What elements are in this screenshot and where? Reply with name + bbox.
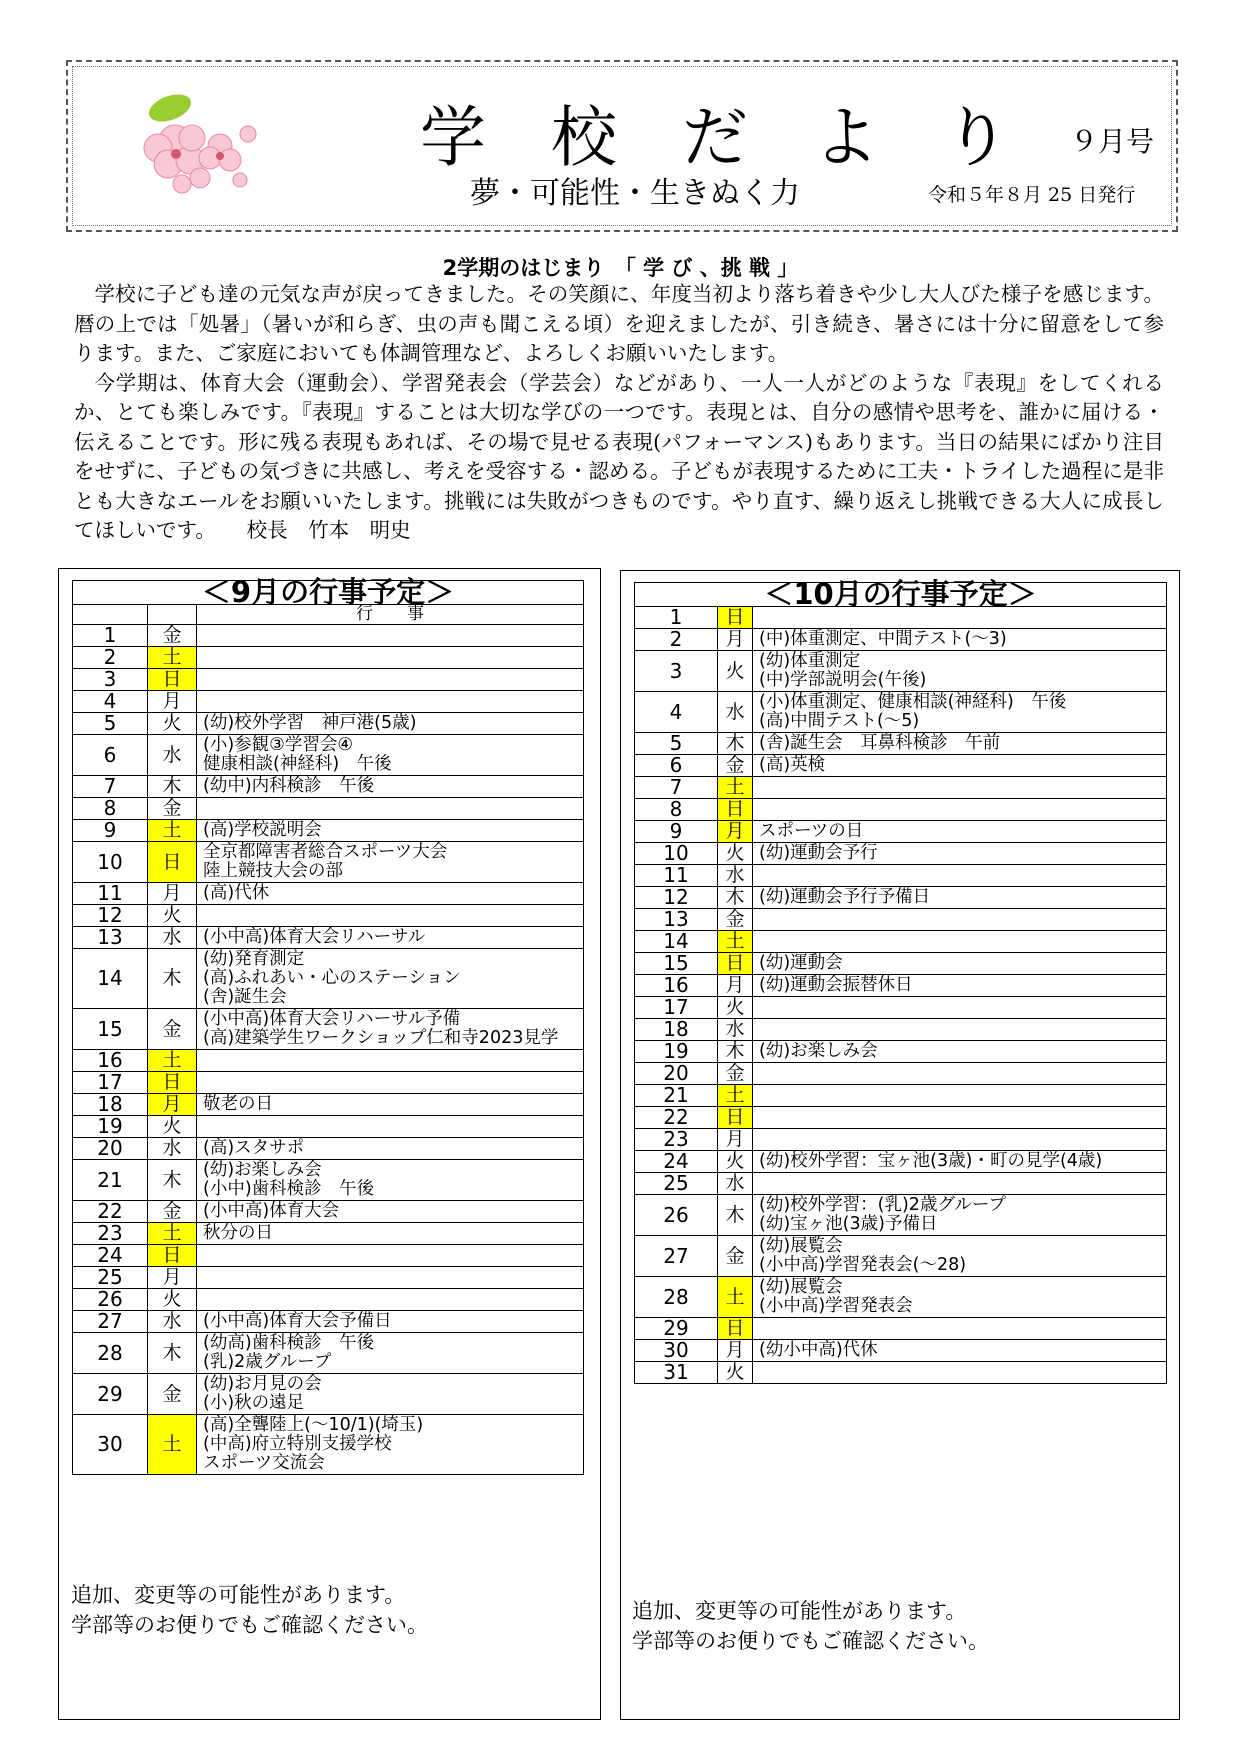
schedule-row xyxy=(73,949,584,1009)
day-number: 15 xyxy=(635,953,718,975)
day-of-week: 日 xyxy=(148,669,197,691)
schedule-row xyxy=(635,997,1167,1019)
event-text: (小中高)体育大会リハーサル予備 (高)建築学生ワークショップ仁和寺2023見学 xyxy=(197,1009,584,1050)
event-text xyxy=(197,1050,584,1072)
schedule-row xyxy=(73,883,584,905)
schedule-row xyxy=(635,1063,1167,1085)
day-of-week: 水 xyxy=(718,865,753,887)
day-number: 9 xyxy=(635,821,718,843)
note-line-2: 学部等のお便りでもご確認ください。 xyxy=(632,1629,989,1653)
schedule-row xyxy=(73,1267,584,1289)
day-number: 26 xyxy=(635,1195,718,1236)
day-of-week: 金 xyxy=(148,625,197,647)
event-text: 全京都障害者総合スポーツ大会 陸上競技大会の部 xyxy=(197,842,584,883)
september-note xyxy=(71,1580,428,1640)
newsletter-title: 学 校 だ よ り xyxy=(420,99,1032,176)
message-paragraph-2: 今学期は、体育大会（運動会）、学習発表会（学芸会）などがあり、一人一人がどのような『表現』をしてくれるか、とても楽しみです。『表現』することは大切な学びの一つです。表現とは、自分の感情や思考を、誰かに届ける・伝えることです。形に残る表現もあれば、その場で見せる表現(パフォーマンス)もあります。当日の結果にばかり注目をせずに、子どもの気づきに共感し、考えを受容する・認める。子どもが表現するために工夫・トライした過程に是非とも大きなエールをお願いいたします。挑戦には失敗がつきものです。やり直す、繰り返えし挑戦できる大人に成長してほしいです。 校長 竹本 明史 xyxy=(74,370,1164,542)
day-of-week: 土 xyxy=(718,777,753,799)
schedule-row xyxy=(73,1374,584,1415)
event-text: (幼)運動会予行 xyxy=(753,843,1167,865)
event-text: (幼)校外学習 神戸港(5歳) xyxy=(197,713,584,735)
schedule-row xyxy=(635,651,1167,692)
day-number: 9 xyxy=(73,820,148,842)
event-text: (高)学校説明会 xyxy=(197,820,584,842)
schedule-row xyxy=(635,953,1167,975)
message-paragraph-1: 学校に子ども達の元気な声が戻ってきました。その笑顔に、年度当初より落ち着きや少し大人びた様子を感じます。暦の上では「処暑」（暑いが和らぎ、虫の声も聞こえる頃）を迎えましたが、引き続き、暑さには十分に留意をして参ります。また、ご家庭においても体調管理など、よろしくお願いいたします。 xyxy=(74,282,1164,365)
event-text xyxy=(753,931,1167,953)
schedule-row xyxy=(635,1019,1167,1041)
schedule-row xyxy=(635,1129,1167,1151)
day-number: 29 xyxy=(73,1374,148,1415)
event-text xyxy=(197,1245,584,1267)
day-number: 26 xyxy=(73,1289,148,1311)
day-of-week: 水 xyxy=(148,1311,197,1333)
event-text xyxy=(753,1129,1167,1151)
day-number: 5 xyxy=(635,733,718,755)
note-line-1: 追加、変更等の可能性があります。 xyxy=(71,1583,406,1607)
day-of-week: 火 xyxy=(718,651,753,692)
october-schedule-table xyxy=(634,577,1167,1384)
day-number: 7 xyxy=(73,776,148,798)
day-number: 1 xyxy=(635,607,718,629)
schedule-row xyxy=(635,843,1167,865)
day-of-week: 金 xyxy=(718,1063,753,1085)
schedule-row xyxy=(73,1311,584,1333)
day-number: 25 xyxy=(635,1173,718,1195)
events-column-header: 行 事 xyxy=(197,605,584,625)
event-text: (幼小中高)代休 xyxy=(753,1340,1167,1362)
day-number: 20 xyxy=(635,1063,718,1085)
event-text: (高)スタサポ xyxy=(197,1138,584,1160)
day-number: 14 xyxy=(73,949,148,1009)
day-of-week: 火 xyxy=(718,997,753,1019)
day-of-week: 木 xyxy=(148,949,197,1009)
event-text: (高)英検 xyxy=(753,755,1167,777)
schedule-row xyxy=(635,909,1167,931)
event-text xyxy=(197,625,584,647)
day-of-week: 月 xyxy=(718,975,753,997)
day-number: 8 xyxy=(73,798,148,820)
day-of-week: 木 xyxy=(718,733,753,755)
day-number: 20 xyxy=(73,1138,148,1160)
day-number: 30 xyxy=(635,1340,718,1362)
event-text: (幼高)歯科検診 午後 (乳)2歳グループ xyxy=(197,1333,584,1374)
event-text xyxy=(197,1267,584,1289)
day-number: 8 xyxy=(635,799,718,821)
day-number: 21 xyxy=(73,1160,148,1201)
event-text: スポーツの日 xyxy=(753,821,1167,843)
day-number: 10 xyxy=(635,843,718,865)
event-text xyxy=(197,798,584,820)
event-text: (舎)誕生会 耳鼻科検診 午前 xyxy=(753,733,1167,755)
day-of-week: 火 xyxy=(718,843,753,865)
day-number: 29 xyxy=(635,1318,718,1340)
schedule-row xyxy=(635,1318,1167,1340)
publish-date: 令和５年８月 25 日発行 xyxy=(928,184,1136,206)
day-of-week: 水 xyxy=(718,1173,753,1195)
schedule-row xyxy=(73,1094,584,1116)
event-text xyxy=(753,1107,1167,1129)
schedule-row xyxy=(73,1160,584,1201)
schedule-row xyxy=(73,691,584,713)
day-number: 25 xyxy=(73,1267,148,1289)
day-number: 16 xyxy=(73,1050,148,1072)
schedule-row xyxy=(73,1072,584,1094)
day-of-week: 火 xyxy=(148,905,197,927)
schedule-row xyxy=(73,1245,584,1267)
day-number: 19 xyxy=(635,1041,718,1063)
day-of-week: 土 xyxy=(148,1050,197,1072)
schedule-row xyxy=(635,1107,1167,1129)
day-number: 11 xyxy=(635,865,718,887)
event-text xyxy=(197,1072,584,1094)
schedule-row xyxy=(73,1333,584,1374)
schedule-row xyxy=(73,713,584,735)
day-number: 10 xyxy=(73,842,148,883)
day-number: 3 xyxy=(73,669,148,691)
event-text xyxy=(753,1019,1167,1041)
event-text: (幼)校外学習：(乳)2歳グループ (幼)宝ヶ池(3歳)予備日 xyxy=(753,1195,1167,1236)
principal-message xyxy=(74,280,1164,546)
schedule-row xyxy=(635,755,1167,777)
day-of-week: 木 xyxy=(148,1333,197,1374)
event-text xyxy=(197,669,584,691)
day-number: 6 xyxy=(635,755,718,777)
event-text xyxy=(197,647,584,669)
schedule-row xyxy=(635,692,1167,733)
day-number: 12 xyxy=(635,887,718,909)
event-text: (幼)体重測定 (中)学部説明会(午後) xyxy=(753,651,1167,692)
event-text: (幼中)内科検診 午後 xyxy=(197,776,584,798)
day-number: 17 xyxy=(73,1072,148,1094)
day-of-week: 土 xyxy=(148,1223,197,1245)
event-text: (小)参観③学習会④ 健康相談(神経科) 午後 xyxy=(197,735,584,776)
school-motto: 夢・可能性・生きぬく力 xyxy=(470,176,800,211)
event-text xyxy=(197,1116,584,1138)
event-text xyxy=(753,1318,1167,1340)
schedule-row xyxy=(635,1277,1167,1318)
day-of-week: 金 xyxy=(148,1374,197,1415)
day-number: 11 xyxy=(73,883,148,905)
issue-label: ９月号 xyxy=(1070,125,1155,158)
day-number: 22 xyxy=(73,1201,148,1223)
september-schedule-table xyxy=(72,575,584,1475)
day-number: 1 xyxy=(73,625,148,647)
day-of-week: 月 xyxy=(718,1129,753,1151)
schedule-row xyxy=(73,1201,584,1223)
day-number: 2 xyxy=(73,647,148,669)
event-text xyxy=(197,1289,584,1311)
day-of-week: 月 xyxy=(718,629,753,651)
day-number: 15 xyxy=(73,1009,148,1050)
day-of-week: 水 xyxy=(718,1019,753,1041)
day-of-week: 水 xyxy=(148,1138,197,1160)
day-of-week: 日 xyxy=(718,1318,753,1340)
schedule-row xyxy=(635,975,1167,997)
day-of-week: 金 xyxy=(148,1201,197,1223)
schedule-row xyxy=(73,647,584,669)
day-of-week: 日 xyxy=(718,607,753,629)
day-of-week: 木 xyxy=(718,1041,753,1063)
schedule-row xyxy=(73,735,584,776)
event-text xyxy=(753,909,1167,931)
day-of-week: 土 xyxy=(718,1277,753,1318)
day-of-week: 金 xyxy=(718,909,753,931)
event-text: (小中高)体育大会 xyxy=(197,1201,584,1223)
day-of-week: 水 xyxy=(148,927,197,949)
october-note xyxy=(632,1596,989,1656)
day-of-week: 火 xyxy=(148,1289,197,1311)
day-of-week: 月 xyxy=(718,1340,753,1362)
day-of-week: 月 xyxy=(148,1094,197,1116)
day-of-week: 日 xyxy=(148,1245,197,1267)
event-text: (幼)校外学習：宝ヶ池(3歳)・町の見学(4歳) xyxy=(753,1151,1167,1173)
event-text: (小中高)体育大会予備日 xyxy=(197,1311,584,1333)
day-of-week: 木 xyxy=(148,776,197,798)
event-text: 秋分の日 xyxy=(197,1223,584,1245)
day-of-week: 月 xyxy=(148,691,197,713)
day-number: 28 xyxy=(635,1277,718,1318)
day-number: 13 xyxy=(73,927,148,949)
event-text: (幼)発育測定 (高)ふれあい・心のステーション (舎)誕生会 xyxy=(197,949,584,1009)
day-number: 14 xyxy=(635,931,718,953)
event-text: (幼)お楽しみ会 (小中)歯科検診 午後 xyxy=(197,1160,584,1201)
day-of-week: 金 xyxy=(148,798,197,820)
schedule-row xyxy=(73,1289,584,1311)
day-of-week: 日 xyxy=(148,1072,197,1094)
september-caption: ＜9月の行事予定＞ xyxy=(73,581,584,605)
schedule-row xyxy=(73,776,584,798)
day-number: 27 xyxy=(635,1236,718,1277)
day-of-week: 日 xyxy=(718,799,753,821)
schedule-row xyxy=(635,1195,1167,1236)
event-text: (幼)お月見の会 (小)秋の遠足 xyxy=(197,1374,584,1415)
event-text xyxy=(753,997,1167,1019)
day-of-week: 火 xyxy=(718,1362,753,1384)
day-of-week: 土 xyxy=(148,820,197,842)
day-of-week: 日 xyxy=(718,953,753,975)
day-of-week: 火 xyxy=(148,713,197,735)
schedule-row xyxy=(635,887,1167,909)
day-number: 21 xyxy=(635,1085,718,1107)
schedule-row xyxy=(73,1223,584,1245)
day-of-week: 木 xyxy=(718,887,753,909)
day-number: 7 xyxy=(635,777,718,799)
schedule-row xyxy=(635,1173,1167,1195)
day-number: 19 xyxy=(73,1116,148,1138)
day-of-week: 土 xyxy=(718,931,753,953)
day-number: 2 xyxy=(635,629,718,651)
note-line-1: 追加、変更等の可能性があります。 xyxy=(632,1599,967,1623)
schedule-row xyxy=(73,798,584,820)
cherry-blossom-icon xyxy=(130,86,270,196)
event-text: (幼)展覧会 (小中高)学習発表会 xyxy=(753,1277,1167,1318)
event-text: 敬老の日 xyxy=(197,1094,584,1116)
event-text xyxy=(753,1085,1167,1107)
schedule-row xyxy=(73,1050,584,1072)
event-text xyxy=(753,1362,1167,1384)
event-text: (幼)運動会予行予備日 xyxy=(753,887,1167,909)
schedule-row xyxy=(635,1236,1167,1277)
day-number: 5 xyxy=(73,713,148,735)
schedule-row xyxy=(635,733,1167,755)
event-text: (小中高)体育大会リハーサル xyxy=(197,927,584,949)
day-of-week: 金 xyxy=(148,1009,197,1050)
schedule-row xyxy=(73,927,584,949)
day-of-week: 月 xyxy=(148,1267,197,1289)
schedule-row xyxy=(73,1415,584,1475)
event-text: (高)代休 xyxy=(197,883,584,905)
schedule-row xyxy=(73,905,584,927)
day-number: 27 xyxy=(73,1311,148,1333)
event-text xyxy=(753,865,1167,887)
schedule-row xyxy=(73,820,584,842)
schedule-row xyxy=(635,1151,1167,1173)
schedule-row xyxy=(635,1085,1167,1107)
day-of-week: 日 xyxy=(148,842,197,883)
day-number: 4 xyxy=(73,691,148,713)
day-of-week: 土 xyxy=(148,1415,197,1475)
day-of-week: 水 xyxy=(718,692,753,733)
schedule-row xyxy=(73,842,584,883)
schedule-row xyxy=(73,669,584,691)
note-line-2: 学部等のお便りでもご確認ください。 xyxy=(71,1613,428,1637)
event-text: (幼)お楽しみ会 xyxy=(753,1041,1167,1063)
day-of-week: 月 xyxy=(718,821,753,843)
schedule-row xyxy=(635,1340,1167,1362)
schedule-row xyxy=(635,799,1167,821)
day-number: 23 xyxy=(635,1129,718,1151)
day-number: 18 xyxy=(635,1019,718,1041)
day-number: 18 xyxy=(73,1094,148,1116)
schedule-row xyxy=(635,777,1167,799)
schedule-row xyxy=(635,1362,1167,1384)
event-text: (小)体重測定、健康相談(神経科) 午後 (高)中間テスト(～5) xyxy=(753,692,1167,733)
day-number: 6 xyxy=(73,735,148,776)
intro-heading: 2学期のはじまり 「 学 び 、挑 戦 」 xyxy=(442,256,799,280)
event-text xyxy=(753,777,1167,799)
october-caption: ＜10月の行事予定＞ xyxy=(635,583,1167,607)
event-text: (中)体重測定、中間テスト(～3) xyxy=(753,629,1167,651)
event-text: (幼)運動会 xyxy=(753,953,1167,975)
event-text xyxy=(753,1173,1167,1195)
day-of-week: 月 xyxy=(148,883,197,905)
schedule-row xyxy=(73,1009,584,1050)
day-of-week: 金 xyxy=(718,1236,753,1277)
day-of-week: 火 xyxy=(718,1151,753,1173)
day-number: 24 xyxy=(635,1151,718,1173)
day-number: 13 xyxy=(635,909,718,931)
schedule-row xyxy=(73,1116,584,1138)
day-number: 22 xyxy=(635,1107,718,1129)
event-text xyxy=(753,1063,1167,1085)
schedule-row xyxy=(635,629,1167,651)
day-number: 23 xyxy=(73,1223,148,1245)
day-of-week: 木 xyxy=(718,1195,753,1236)
day-number: 28 xyxy=(73,1333,148,1374)
day-of-week: 火 xyxy=(148,1116,197,1138)
schedule-row xyxy=(635,931,1167,953)
day-of-week: 木 xyxy=(148,1160,197,1201)
day-of-week: 土 xyxy=(148,647,197,669)
day-of-week: 土 xyxy=(718,1085,753,1107)
schedule-row xyxy=(635,865,1167,887)
event-text xyxy=(197,905,584,927)
day-number: 16 xyxy=(635,975,718,997)
day-number: 24 xyxy=(73,1245,148,1267)
day-of-week: 日 xyxy=(718,1107,753,1129)
schedule-row xyxy=(635,821,1167,843)
schedule-row xyxy=(73,625,584,647)
day-number: 17 xyxy=(635,997,718,1019)
day-number: 30 xyxy=(73,1415,148,1475)
event-text: (幼)展覧会 (小中高)学習発表会(～28) xyxy=(753,1236,1167,1277)
day-of-week: 金 xyxy=(718,755,753,777)
event-text xyxy=(197,691,584,713)
event-text xyxy=(753,799,1167,821)
day-number: 4 xyxy=(635,692,718,733)
day-number: 12 xyxy=(73,905,148,927)
event-text: (高)全聾陸上(～10/1)(埼玉) (中高)府立特別支援学校 スポーツ交流会 xyxy=(197,1415,584,1475)
day-number: 31 xyxy=(635,1362,718,1384)
day-of-week: 水 xyxy=(148,735,197,776)
schedule-row xyxy=(635,1041,1167,1063)
schedule-row xyxy=(73,1138,584,1160)
day-number: 3 xyxy=(635,651,718,692)
event-text: (幼)運動会振替休日 xyxy=(753,975,1167,997)
